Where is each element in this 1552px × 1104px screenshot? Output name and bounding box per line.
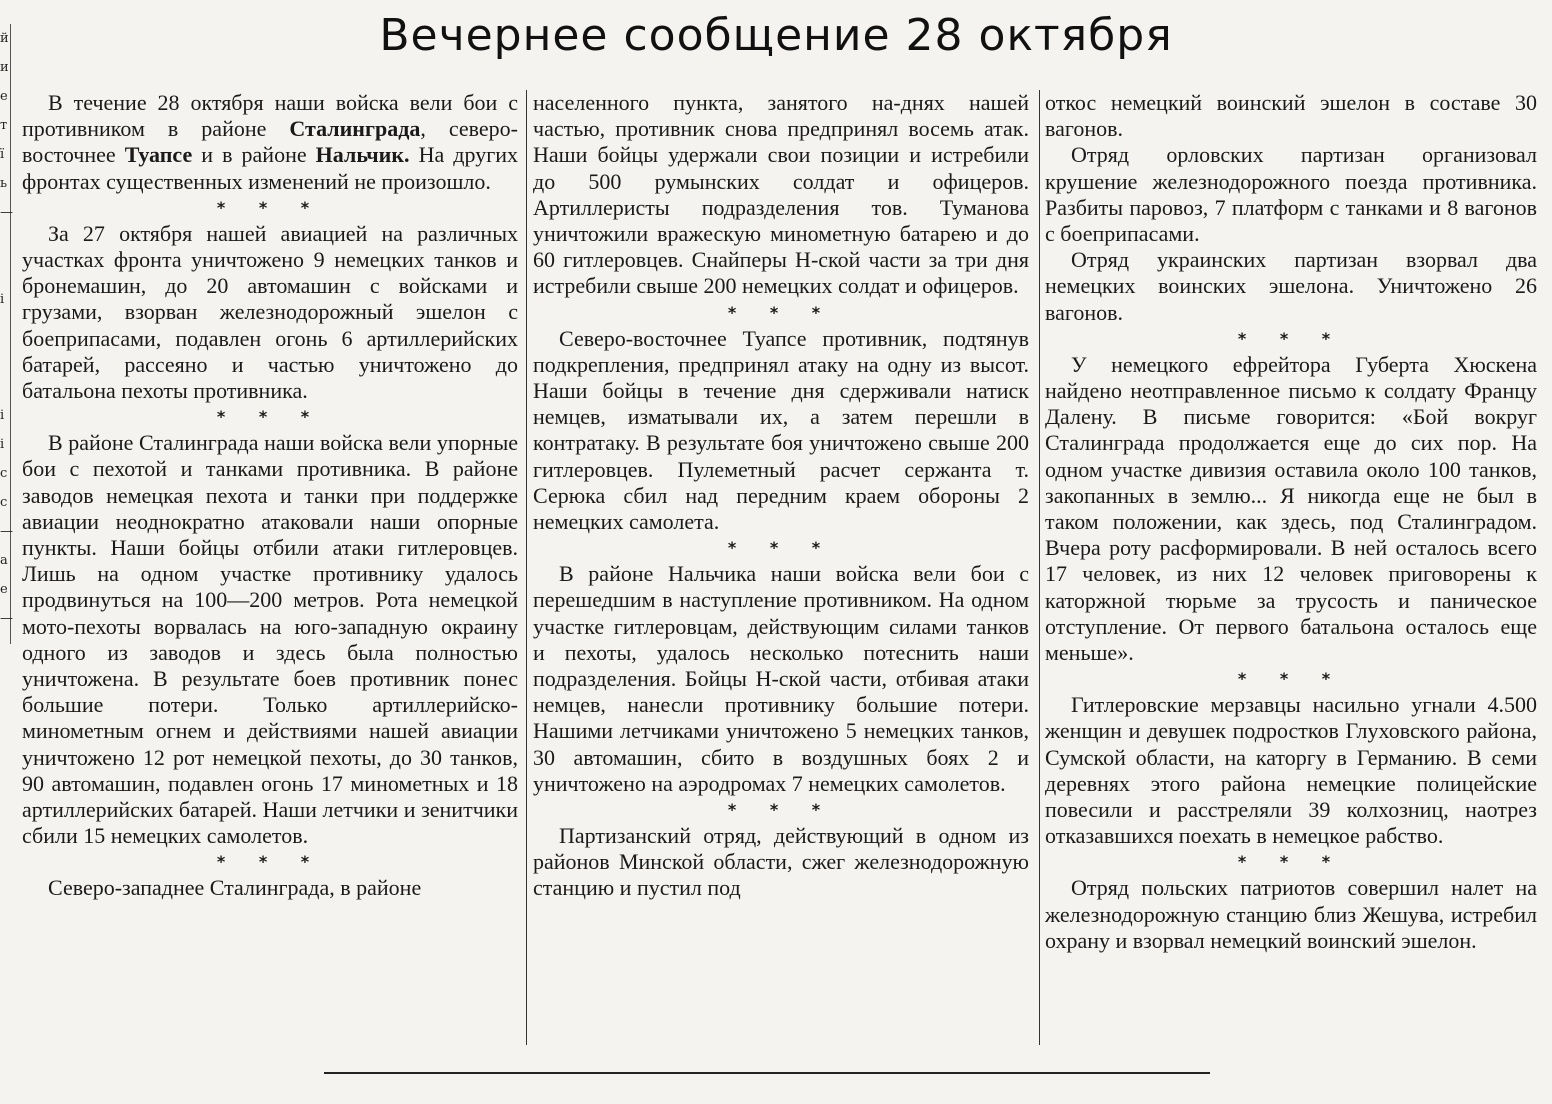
text-run: На других фронтах существенных изменений не произошло. — [22, 142, 519, 194]
section-separator: * * * — [1237, 669, 1345, 689]
paragraph-partisans-minsk: Партизанский отряд, действующий в одном из районов Минской области, сжег железнодорожную станцию и пустил под — [533, 823, 1029, 901]
edge-fragment — [0, 372, 8, 401]
edge-fragment: с — [0, 495, 8, 510]
edge-fragment — [0, 256, 8, 285]
edge-fragment: т — [0, 118, 8, 133]
paragraph-aviation: За 27 октября нашей авиацией на различных участках фронта уничтожено 9 немецких танков и бронемашин, до 20 автомашин с войсками и грузами, взорван железнодорожный эшелон с боеприпасами, подавлен огонь 6 артиллерийских батарей, рассеяно и частью уничтожено до батальона пехоты противника. — [22, 220, 518, 404]
edge-fragment: е — [0, 582, 8, 597]
paragraph-polish-patriots: Отряд польских патриотов совершил налет на железнодорожную станцию близ Жешува, истребил охрану и взорвал немецкий воинский эшелон. — [1045, 875, 1537, 953]
section-separator: * * * — [1237, 328, 1345, 348]
edge-fragment — [0, 227, 8, 256]
column-3 — [1045, 90, 1537, 954]
column-rule-1 — [526, 90, 527, 1045]
edge-fragment: й — [0, 31, 9, 46]
section-separator: * * * — [727, 302, 835, 322]
place-nalchik: Нальчик. — [315, 142, 410, 168]
section-separator: * * * — [727, 800, 835, 820]
text-run: , северо-восточнее — [22, 116, 518, 168]
place-tuapse: Туапсе — [124, 142, 193, 168]
section-separator: * * * — [216, 407, 324, 427]
column-rule-2 — [1039, 90, 1040, 1045]
paragraph-northwest: Северо-западнее Сталинграда, в районе — [48, 875, 422, 901]
text-run: и в районе — [192, 142, 316, 168]
column-2 — [533, 90, 1029, 902]
bottom-rule — [324, 1072, 1210, 1074]
paragraph-tuapse: Северо-восточнее Туапсе противник, подтянув подкрепления, предпринял атаку на одну из высот. Наши бойцы в течение дня сдерживали натиск немцев, изматывали их, а затем перешли в контратаку. В результате боя уничтожено свыше 200 гитлеровцев. Пулеметный расчет сержанта т. Серюка сбил над передним краем обороны 2 немецких самолета. — [533, 325, 1029, 535]
edge-fragment: ь — [0, 176, 8, 191]
edge-fragment: і — [0, 292, 5, 307]
edge-fragment: — — [0, 611, 13, 626]
section-separator: * * * — [216, 852, 324, 872]
edge-fragment: і — [0, 408, 5, 423]
edge-fragment: и — [0, 60, 9, 75]
column-1 — [22, 90, 518, 902]
paragraph-continuation: откос немецкий воинский эшелон в составе 30 вагонов. — [1045, 90, 1537, 142]
section-separator: * * * — [216, 197, 324, 217]
edge-fragment: і — [0, 437, 5, 452]
paragraph-stalingrad: В районе Сталинграда наши войска вели упорные бои с пехотой и танками противника. В районе заводов немецкая пехота и танки при поддержке авиации неоднократно атаковали наши опорные пункты. Наши бойцы отбили атаки гитлеровцев. Лишь на одном участке противнику удалось продвинуться на 100—200 метров. Рота немецкой мото-пехоты ворвалась на юго-западную окраину одного из заводов и здесь была полностью уничтожена. В результате боев противник понес большие потери. Только артиллерийско-минометным огнем и действиями нашей авиации уничтожено 12 рот немецкой пехоты, до 30 танков, 90 автомашин, подавлен огонь 17 минометных и 18 артиллерийских батарей. Наши летчики и зенитчики сбили 15 немецких самолетов. — [22, 430, 518, 849]
paragraph-nalchik: В районе Нальчика наши войска вели бои с перешедшим в наступление противником. На одном участке гитлеровцам, действующим силами танков и пехоты, удалось несколько потеснить наши подразделения. Бойцы Н-ской части, отбивая атаки немцев, нанесли противнику большие потери. Нашими летчиками уничтожено 5 немецких танков, 30 автомашин, сбито в воздушных боях 2 и уничтожено на аэродромах 7 немецких самолетов. — [533, 561, 1029, 796]
edge-fragment: ї — [0, 147, 5, 162]
paragraph-deportation: Гитлеровские мерзавцы насильно угнали 4.500 женщин и девушек подростков Глуховского района, Сумской области, на каторгу в Германию. В семи деревнях этого района немецкие полицейские повесили и расстреляли 39 колхозниц, наотрез отказавшихся поехать в немецкое рабство. — [1045, 692, 1537, 849]
text-run: В течение 28 октября наши войска вели бои с противником в районе — [22, 90, 518, 142]
paragraph-ukrainian-partisans: Отряд украинских партизан взорвал два немецких воинских эшелона. Уничтожено 26 вагонов. — [1045, 247, 1537, 325]
place-stalingrad: Сталинграда — [289, 116, 421, 142]
edge-fragment: — — [0, 524, 13, 539]
edge-fragment: — — [0, 205, 13, 220]
section-separator: * * * — [1237, 852, 1345, 872]
edge-fragment — [0, 343, 8, 372]
edge-fragment: е — [0, 89, 8, 104]
headline: Вечернее сообщение 28 октября — [379, 10, 1173, 61]
edge-fragment: с — [0, 466, 8, 481]
edge-fragment — [0, 314, 8, 343]
paragraph-summary — [22, 90, 518, 195]
section-separator: * * * — [727, 538, 835, 558]
paragraph-continuation: населенного пункта, занятого на-днях нашей частью, противник снова предпринял восемь атак. Наши бойцы удержали свои позиции и истребили до 500 румынских солдат и офицеров. Артиллеристы подразделения тов. Туманова уничтожили вражескую минометную батарею и до 60 гитлеровцев. Снайперы Н-ской части за три дня истребили свыше 200 немецких солдат и офицеров. — [533, 90, 1029, 299]
paragraph-orel-partisans: Отряд орловских партизан организовал крушение железнодорожного поезда противника. Разбиты паровоз, 7 платформ с танками и 8 вагонов с боеприпасами. — [1045, 142, 1537, 247]
edge-fragment: а — [0, 553, 8, 568]
paragraph-letter: У немецкого ефрейтора Губерта Хюскена найдено неотправленное письмо к солдату Францу Далену. В письме говорится: «Бой вокруг Сталинграда продолжается еще до сих пор. На одном участке дивизия оставила около 100 танков, закопанных в землю... Я никогда еще не был в таком положении, как здесь, под Сталинградом. Вчера роту расформировали. В ней осталось всего 17 человек, из них 12 человек приговорены к каторжной тюрьме за трусость и паническое отступление. От первого батальона осталось еще меньше». — [1045, 351, 1537, 666]
previous-column-edge — [0, 24, 11, 644]
